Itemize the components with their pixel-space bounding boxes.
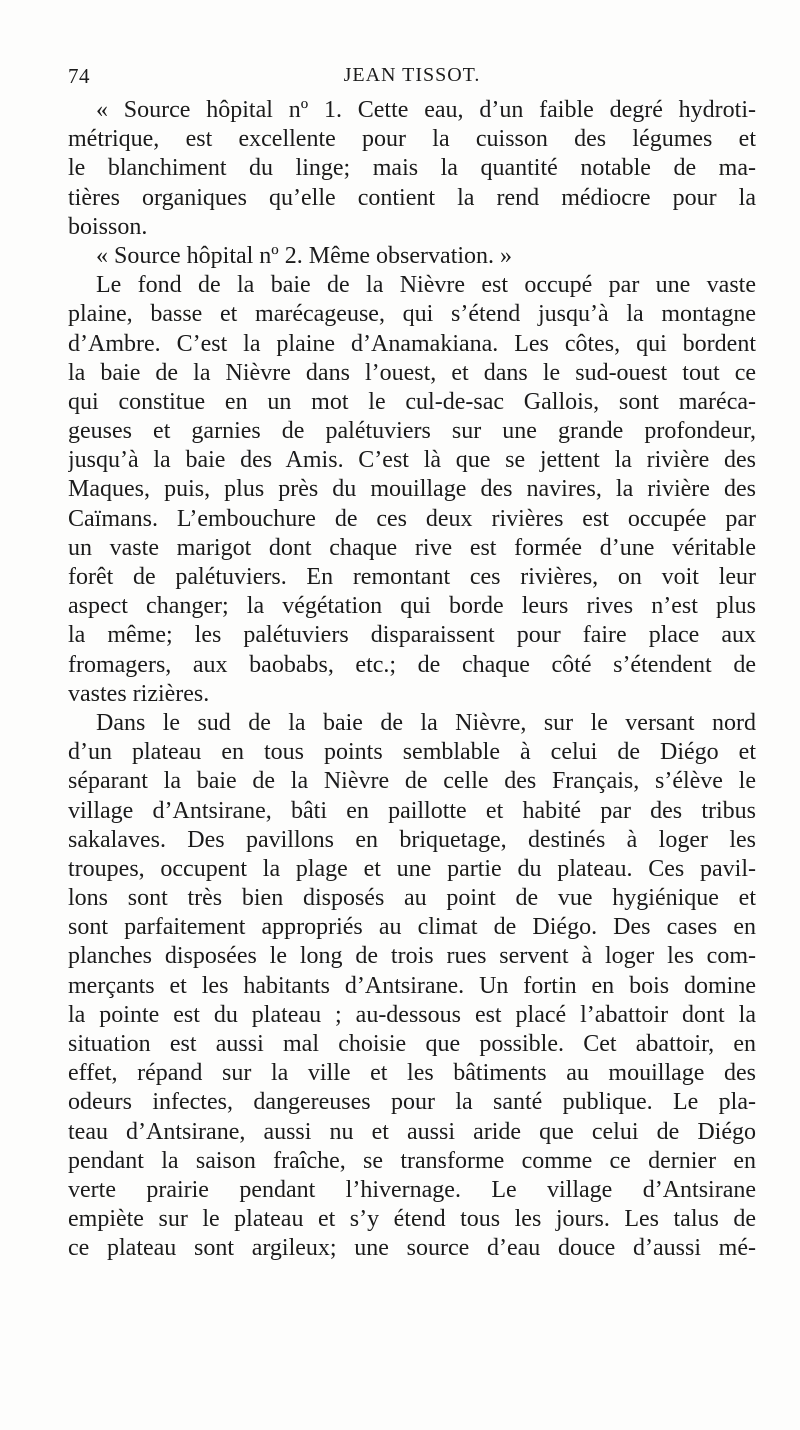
text-line: Dans le sud de la baie de la Nièvre, sur le versant nord <box>96 709 756 736</box>
body-text <box>68 96 756 1264</box>
text-line: « Source hôpital nº 1. Cette eau, d’un faible degré hydroti- <box>96 97 756 123</box>
text-line: lons sont très bien disposés au point de vue hygiénique et <box>68 885 756 912</box>
text-line: séparant la baie de la Nièvre de celle des Français, s’élève le <box>68 768 756 795</box>
text-line: d’Ambre. C’est la plaine d’Anamakiana. Les côtes, qui bordent <box>68 330 756 357</box>
text-line: pendant la saison fraîche, se transforme comme ce dernier en <box>68 1147 756 1174</box>
text-line: « Source hôpital nº 2. Même observation. » <box>96 242 513 269</box>
text-line: boisson. <box>68 213 148 240</box>
text-line: aspect changer; la végétation qui borde leurs rives n’est plus <box>68 593 756 620</box>
text-line: empiète sur le plateau et s’y étend tous les jours. Les talus de <box>68 1206 756 1233</box>
text-line: sakalaves. Des pavillons en briquetage, destinés à loger les <box>68 826 756 853</box>
text-line: troupes, occupent la plage et une partie du plateau. Ces pavil- <box>68 855 756 882</box>
text-line: la pointe est du plateau ; au-dessous est placé l’abattoir dont la <box>68 1001 756 1028</box>
page-header <box>68 60 756 92</box>
page-number: 74 <box>68 64 90 88</box>
text-line: verte prairie pendant l’hivernage. Le village d’Antsirane <box>68 1176 756 1203</box>
text-line: effet, répand sur la ville et les bâtiments au mouillage des <box>68 1060 756 1087</box>
text-line: d’un plateau en tous points semblable à celui de Diégo et <box>68 739 756 766</box>
text-line: geuses et garnies de palétuviers sur une grande profondeur, <box>68 418 756 445</box>
text-line: tières organiques qu’elle contient la rend médiocre pour la <box>68 184 756 211</box>
text-line: teau d’Antsirane, aussi nu et aussi aride que celui de Diégo <box>68 1118 756 1145</box>
text-line: Maques, puis, plus près du mouillage des navires, la rivière des <box>68 476 756 503</box>
text-line: odeurs infectes, dangereuses pour la santé publique. Le pla- <box>68 1089 756 1116</box>
running-head: JEAN TISSOT. <box>343 64 481 86</box>
text-line: la baie de la Nièvre dans l’ouest, et dans le sud-ouest tout ce <box>68 359 756 386</box>
text-line: sont parfaitement appropriés au climat de Diégo. Des cases en <box>68 914 756 941</box>
text-line: fromagers, aux baobabs, etc.; de chaque côté s’étendent de <box>68 651 756 678</box>
text-line: le blanchiment du linge; mais la quantité notable de ma- <box>68 155 756 182</box>
text-line: village d’Antsirane, bâti en paillotte et habité par des tribus <box>68 797 756 824</box>
text-line: merçants et les habitants d’Antsirane. Un fortin en bois domine <box>68 972 756 999</box>
text-line: vastes rizières. <box>68 680 210 707</box>
text-line: la même; les palétuviers disparaissent pour faire place aux <box>68 622 756 649</box>
text-line: plaine, basse et marécageuse, qui s’étend jusqu’à la montagne <box>68 301 756 328</box>
text-line: planches disposées le long de trois rues servent à loger les com- <box>68 943 756 970</box>
text-line: Le fond de la baie de la Nièvre est occupé par une vaste <box>96 272 756 299</box>
text-line: qui constitue en un mot le cul-de-sac Gallois, sont maréca- <box>68 388 756 415</box>
text-line: jusqu’à la baie des Amis. C’est là que se jettent la rivière des <box>68 447 756 474</box>
text-line: Caïmans. L’embouchure de ces deux rivières est occupée par <box>68 505 756 532</box>
text-line: forêt de palétuviers. En remontant ces rivières, on voit leur <box>68 564 756 590</box>
text-line: un vaste marigot dont chaque rive est formée d’une véritable <box>68 534 756 561</box>
text-line: situation est aussi mal choisie que possible. Cet abattoir, en <box>68 1031 756 1057</box>
text-line: métrique, est excellente pour la cuisson des légumes et <box>68 126 756 153</box>
text-line: ce plateau sont argileux; une source d’eau douce d’aussi mé- <box>68 1235 756 1262</box>
